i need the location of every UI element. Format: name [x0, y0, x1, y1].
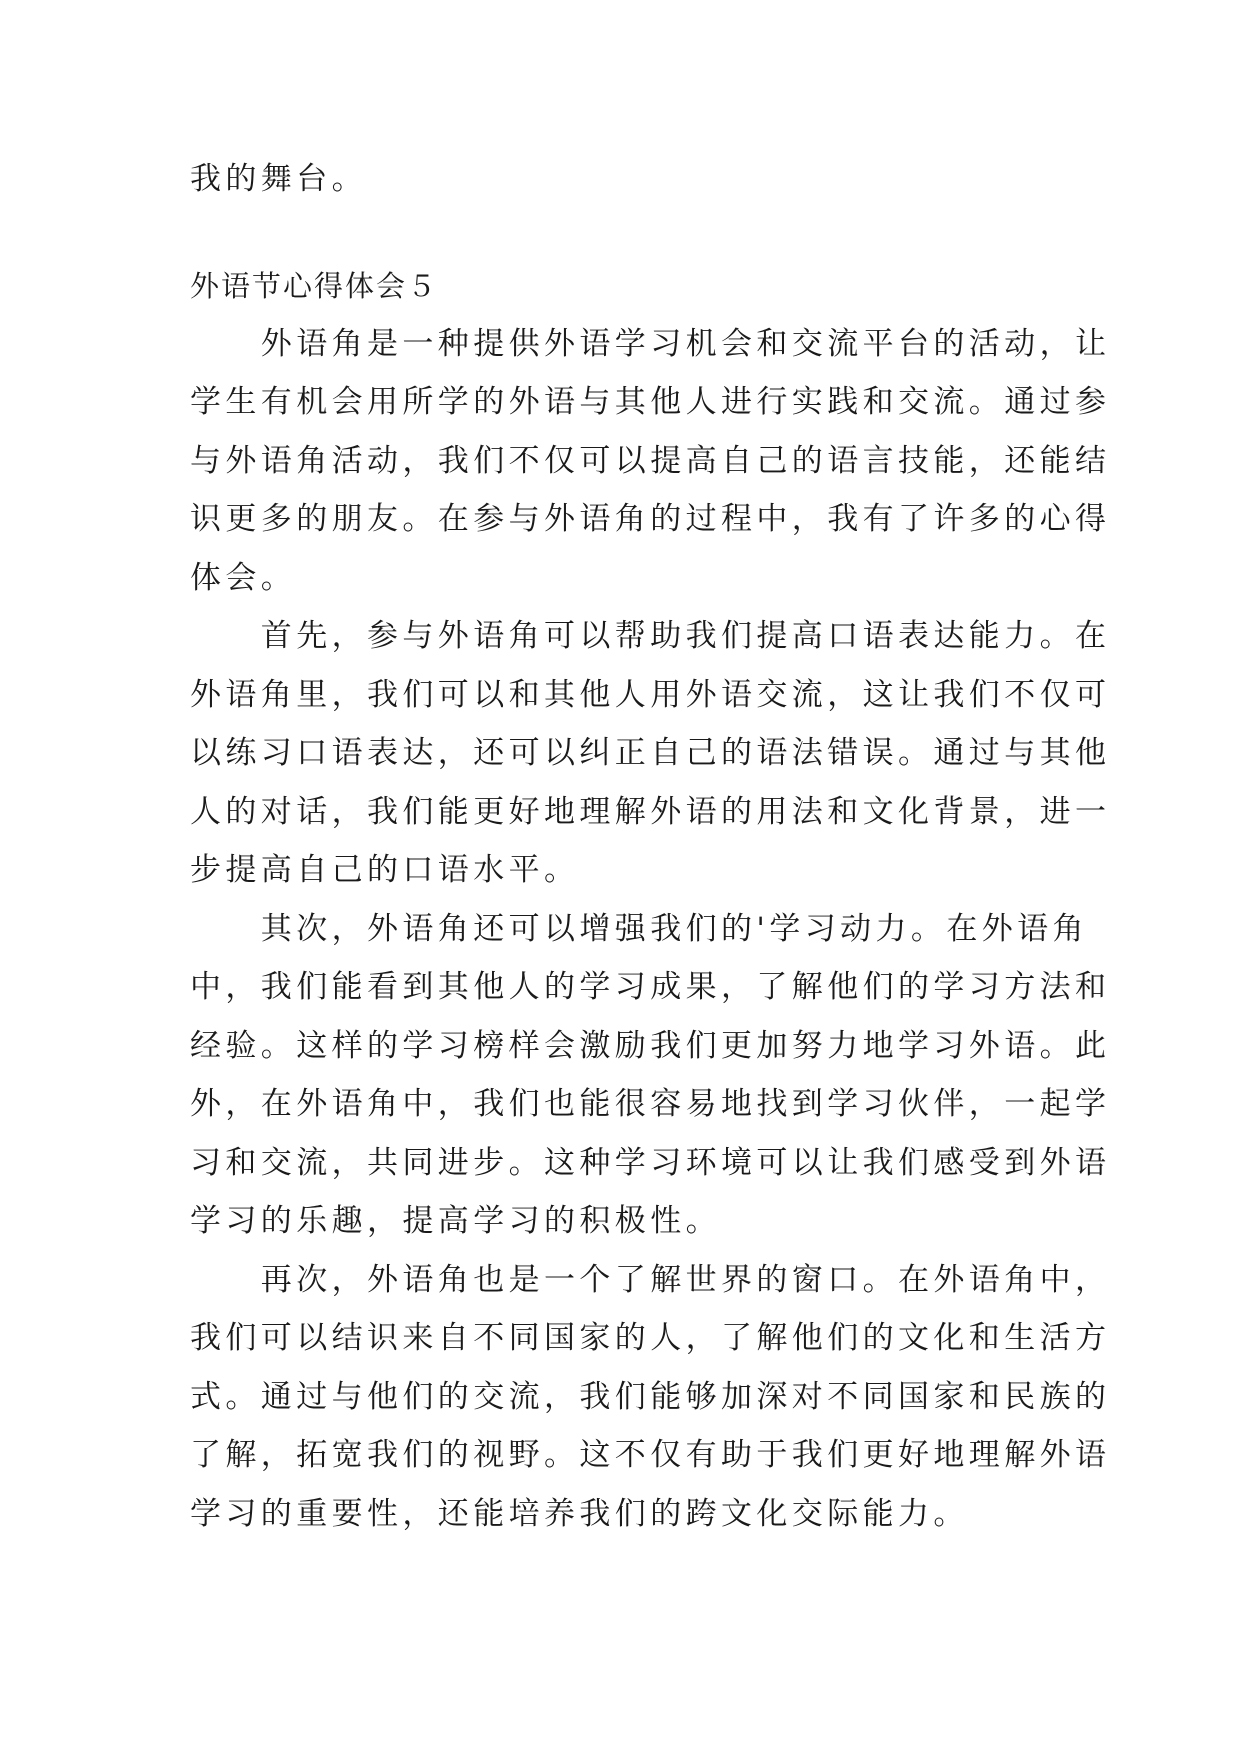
previous-section-tail: 我的舞台。 — [190, 161, 367, 197]
document-page — [190, 150, 1111, 1543]
paragraph-line: 再次，外语角也是一个了解世界的窗口。在外语角中， — [190, 1261, 1111, 1298]
paragraph-1 — [190, 315, 1111, 608]
paragraph-line: 学习的重要性，还能培养我们的跨文化交际能力。 — [190, 1495, 969, 1532]
paragraph-line: 步提高自己的口语水平。 — [190, 852, 580, 888]
paragraph-line: 我们可以结识来自不同国家的人，了解他们的文化和生活方 — [190, 1320, 1111, 1356]
paragraph-line: 以练习口语表达，还可以纠正自己的语法错误。通过与其他 — [190, 735, 1111, 771]
paragraph-line: 了解，拓宽我们的视野。这不仅有助于我们更好地理解外语 — [190, 1437, 1111, 1473]
paragraph-line: 其次，外语角还可以增强我们的'学习动力。在外语角 — [190, 910, 1088, 947]
paragraph-line: 人的对话，我们能更好地理解外语的用法和文化背景，进一 — [190, 793, 1111, 830]
paragraph-line: 首先，参与外语角可以帮助我们提高口语表达能力。在 — [190, 618, 1111, 654]
paragraph-line: 学习的乐趣，提高学习的积极性。 — [190, 1203, 721, 1239]
paragraph-line: 外，在外语角中，我们也能很容易地找到学习伙伴，一起学 — [190, 1086, 1111, 1122]
paragraph-line: 体会。 — [190, 559, 297, 596]
paragraph-line: 中，我们能看到其他人的学习成果，了解他们的学习方法和 — [190, 969, 1111, 1005]
paragraph-line: 外语角里，我们可以和其他人用外语交流，这让我们不仅可 — [190, 676, 1111, 713]
paragraph-line: 式。通过与他们的交流，我们能够加深对不同国家和民族的 — [190, 1378, 1111, 1415]
section-title: 外语节心得体会５ — [190, 268, 439, 303]
paragraph-4 — [190, 1251, 1111, 1544]
paragraph-line: 与外语角活动，我们不仅可以提高自己的语言技能，还能结 — [190, 442, 1111, 479]
paragraph-2 — [190, 607, 1111, 900]
paragraph-line: 学生有机会用所学的外语与其他人进行实践和交流。通过参 — [190, 384, 1111, 420]
paragraph-line: 外语角是一种提供外语学习机会和交流平台的活动，让 — [190, 325, 1111, 362]
paragraph-line: 经验。这样的学习榜样会激励我们更加努力地学习外语。此 — [190, 1027, 1111, 1064]
paragraph-3 — [190, 900, 1111, 1251]
paragraph-line: 识更多的朋友。在参与外语角的过程中，我有了许多的心得 — [190, 501, 1111, 537]
paragraph-line: 习和交流，共同进步。这种学习环境可以让我们感受到外语 — [190, 1144, 1111, 1181]
